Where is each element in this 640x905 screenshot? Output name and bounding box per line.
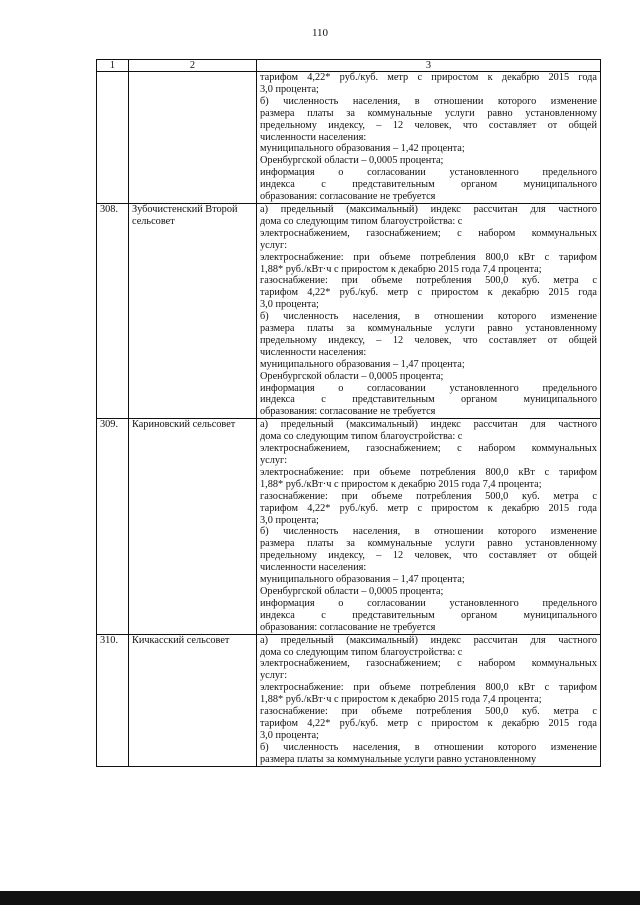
row-number: 308. xyxy=(97,203,129,418)
table-header-row xyxy=(97,60,601,72)
content-line: индекса с представительным органом муниципального xyxy=(260,609,597,621)
content-line: Оренбургской области – 0,0005 процента; xyxy=(260,585,444,597)
content-line: численности населения: xyxy=(260,562,367,574)
table-row xyxy=(97,72,601,204)
table-row xyxy=(97,203,601,418)
content-line: газоснабжение: при объеме потребления 500,0 куб. метра с xyxy=(260,706,597,718)
content-line: дома со следующим типом благоустройства: с xyxy=(260,646,463,658)
row-number xyxy=(97,72,129,204)
page-number: 110 xyxy=(311,27,329,39)
content-line: численности населения: xyxy=(260,346,367,358)
content-line: размера платы за коммунальные услуги равно установленному xyxy=(260,538,597,550)
content-line: информация о согласовании установленного предельного xyxy=(260,597,597,609)
row-content xyxy=(257,419,601,634)
content-line: 1,88* руб./кВт·ч с приростом к декабрю 2015 года 7,4 процента; xyxy=(260,263,542,275)
tariff-table xyxy=(96,59,601,767)
content-line: электроснабжение: при объеме потребления 800,0 кВт с тарифом xyxy=(260,682,597,694)
municipality-name: Кариновский сельсовет xyxy=(129,419,257,634)
table-body xyxy=(97,72,601,767)
content-line: электроснабжением, газоснабжением; с набором коммунальных xyxy=(260,227,597,239)
content-line: газоснабжение: при объеме потребления 500,0 куб. метра с xyxy=(260,275,597,287)
content-line: услуг: xyxy=(260,455,288,466)
content-line: размера платы за коммунальные услуги равно установленному xyxy=(260,107,597,119)
municipality-name: Кичкасский сельсовет xyxy=(129,634,257,766)
content-line: предельному индексу, – 12 человек, что составляет от общей xyxy=(260,550,597,562)
content-line: услуг: xyxy=(260,670,288,682)
content-line: индекса с представительным органом муниципального xyxy=(260,394,597,406)
content-line: 3,0 процента; xyxy=(260,299,319,311)
table-row xyxy=(97,634,601,766)
content-line: предельному индексу, – 12 человек, что составляет от общей xyxy=(260,334,597,346)
content-line: дома со следующим типом благоустройства: с xyxy=(260,215,463,227)
content-line: численности населения: xyxy=(260,131,367,143)
row-number: 309. xyxy=(97,419,129,634)
content-line: б) численность населения, в отношении которого изменение xyxy=(260,95,597,107)
content-line: электроснабжение: при объеме потребления 800,0 кВт с тарифом xyxy=(260,251,597,263)
content-line: тарифом 4,22* руб./куб. метр с приростом к декабрю 2015 года xyxy=(260,287,597,299)
content-line: образования: согласование не требуется xyxy=(260,406,436,418)
row-number: 310. xyxy=(97,634,129,766)
content-line: индекса с представительным органом муниципального xyxy=(260,179,597,191)
content-line: муниципального образования – 1,47 процента; xyxy=(260,358,465,370)
content-line: 1,88* руб./кВт·ч с приростом к декабрю 2015 года 7,4 процента; xyxy=(260,694,542,706)
content-line: тарифом 4,22* руб./куб. метр с приростом к декабрю 2015 года xyxy=(260,717,597,729)
content-line: размера платы за коммунальные услуги равно установленному xyxy=(260,323,597,335)
row-content xyxy=(257,634,601,766)
content-line: информация о согласовании установленного предельного xyxy=(260,382,597,394)
column-header-name: 2 xyxy=(129,60,257,72)
content-line: 3,0 процента; xyxy=(260,83,319,95)
content-line: электроснабжением, газоснабжением; с набором коммунальных xyxy=(260,443,597,455)
content-line: электроснабжение: при объеме потребления 800,0 кВт с тарифом xyxy=(260,466,597,478)
municipality-name: Зубочистенский Второй сельсовет xyxy=(129,203,257,418)
content-line: муниципального образования – 1,42 процента; xyxy=(260,143,465,155)
content-line: б) численность населения, в отношении которого изменение xyxy=(260,311,597,323)
content-line: информация о согласовании установленного предельного xyxy=(260,167,597,179)
content-line: а) предельный (максимальный) индекс рассчитан для частного xyxy=(260,634,597,646)
content-line: газоснабжение: при объеме потребления 500,0 куб. метра с xyxy=(260,490,597,502)
content-line: Оренбургской области – 0,0005 процента; xyxy=(260,370,444,382)
content-line: б) численность населения, в отношении которого изменение xyxy=(260,741,597,753)
content-line: тарифом 4,22* руб./куб. метр с приростом к декабрю 2015 года xyxy=(260,72,597,83)
content-line: электроснабжением, газоснабжением; с набором коммунальных xyxy=(260,658,597,670)
column-header-number: 1 xyxy=(97,60,129,72)
column-header-content: 3 xyxy=(257,60,601,72)
content-line: Оренбургской области – 0,0005 процента; xyxy=(260,155,444,167)
content-line: 3,0 процента; xyxy=(260,729,319,741)
content-line: а) предельный (максимальный) индекс рассчитан для частного xyxy=(260,203,597,215)
content-line: образования: согласование не требуется xyxy=(260,621,436,633)
content-line: 3,0 процента; xyxy=(260,514,319,526)
row-content xyxy=(257,72,601,204)
content-line: размера платы за коммунальные услуги равно установленному xyxy=(260,753,537,765)
content-line: муниципального образования – 1,47 процента; xyxy=(260,574,465,586)
content-line: 1,88* руб./кВт·ч с приростом к декабрю 2015 года 7,4 процента; xyxy=(260,478,542,490)
scan-edge-bar xyxy=(0,891,640,905)
content-line: а) предельный (максимальный) индекс рассчитан для частного xyxy=(260,419,597,431)
content-line: тарифом 4,22* руб./куб. метр с приростом к декабрю 2015 года xyxy=(260,502,597,514)
table-row xyxy=(97,419,601,634)
content-line: дома со следующим типом благоустройства: с xyxy=(260,431,463,443)
content-line: б) численность населения, в отношении которого изменение xyxy=(260,526,597,538)
content-line: предельному индексу, – 12 человек, что составляет от общей xyxy=(260,119,597,131)
row-content xyxy=(257,203,601,418)
content-line: услуг: xyxy=(260,239,288,251)
content-line: образования: согласование не требуется xyxy=(260,191,436,203)
municipality-name xyxy=(129,72,257,204)
